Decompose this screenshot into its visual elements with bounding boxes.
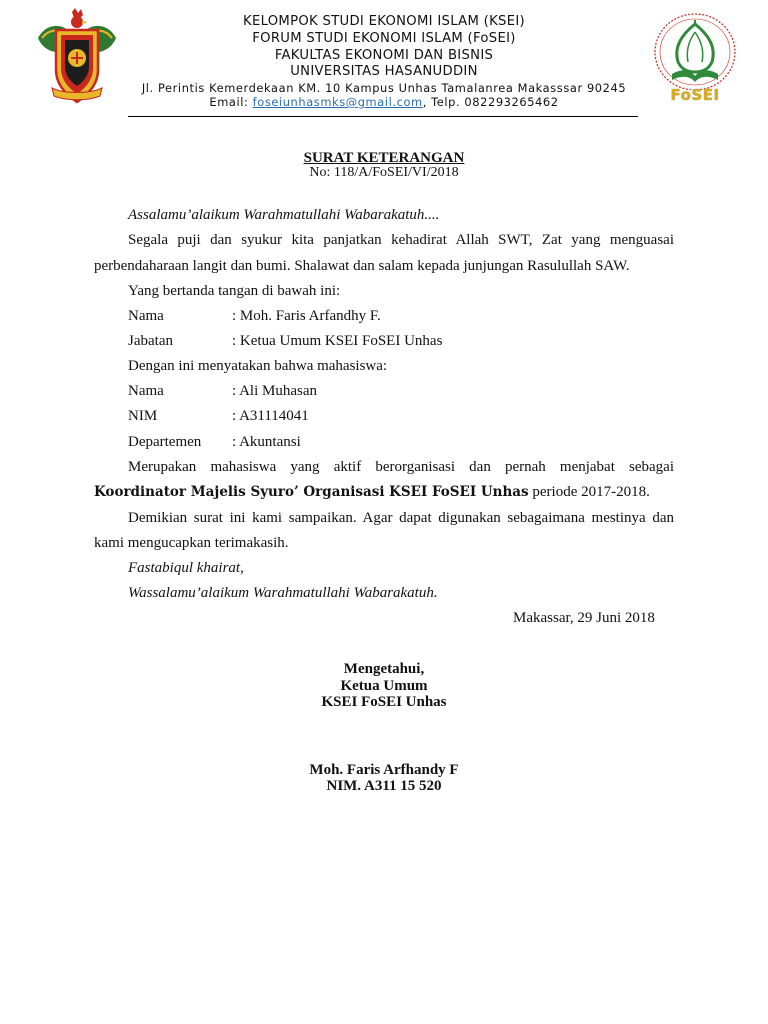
phone-text: , Telp. 082293265462 — [422, 95, 559, 109]
sig-acknowledged: Mengetahui, — [343, 661, 425, 677]
sig-position: Ketua Umum — [340, 678, 428, 694]
student-intro: Dengan ini menyatakan bahwa mahasiswa: — [128, 358, 388, 374]
closing-2: Wassalamu’alaikum Warahmatullahi Wabarakatuh. — [128, 585, 438, 601]
greeting: Assalamu’alaikum Warahmatullahi Wabarakatuh.... — [128, 207, 440, 223]
signer-position-value: : Ketua Umum KSEI FoSEI Unhas — [232, 333, 443, 349]
signer-name-label: Nama — [128, 308, 164, 324]
email-label: Email: — [209, 95, 253, 109]
para1-line1: Segala puji dan syukur kita panjatkan kehadirat Allah SWT, Zat yang menguasai — [128, 232, 674, 248]
letterhead-line2: FORUM STUDI EKONOMI ISLAM (FoSEI) — [252, 31, 516, 46]
para2-line1: Merupakan mahasiswa yang aktif berorganisasi dan pernah menjabat sebagai — [128, 459, 674, 475]
sig-org: KSEI FoSEI Unhas — [321, 694, 447, 710]
student-nim-value: : A31114041 — [232, 408, 309, 424]
signer-name-value: : Moh. Faris Arfandhy F. — [232, 308, 381, 324]
signer-position-label: Jabatan — [128, 333, 173, 349]
place-date: Makassar, 29 Juni 2018 — [513, 610, 655, 626]
student-dept-label: Departemen — [128, 434, 202, 450]
student-name-value: : Ali Muhasan — [232, 383, 317, 399]
letterhead-divider — [128, 116, 638, 117]
position-title: Koordinator Majelis Syuro’ Organisasi KSEI FoSEI Unhas — [94, 484, 529, 500]
sig-name: Moh. Faris Arfhandy F — [309, 762, 459, 778]
letterhead-line4: UNIVERSITAS HASANUDDIN — [290, 64, 478, 79]
para3-line2: kami mengucapkan terimakasih. — [94, 535, 289, 551]
letterhead-line3: FAKULTAS EKONOMI DAN BISNIS — [274, 48, 494, 63]
student-name-label: Nama — [128, 383, 164, 399]
para1-line2: perbendaharaan langit dan bumi. Shalawat dan salam kepada junjungan Rasulullah SAW. — [94, 258, 630, 274]
address-text: Jl. Perintis Kemerdekaan KM. 10 Kampus Unhas Tamalanrea Makasssar 90245 — [141, 81, 627, 95]
para3-line1: Demikian surat ini kami sampaikan. Agar dapat digunakan sebagaimana mestinya dan — [128, 510, 674, 526]
letterhead-line1: KELOMPOK STUDI EKONOMI ISLAM (KSEI) — [243, 14, 525, 29]
student-dept-value: : Akuntansi — [232, 434, 301, 450]
period-text: periode 2017-2018. — [528, 484, 650, 500]
signer-intro: Yang bertanda tangan di bawah ini: — [128, 283, 341, 299]
sig-nim: NIM. A311 15 520 — [326, 778, 442, 794]
letter-title: SURAT KETERANGAN — [303, 150, 465, 166]
fosei-logo-text: FoSEI — [670, 86, 720, 104]
letter-number: No: 118/A/FoSEI/VI/2018 — [309, 165, 459, 180]
dome-icon — [677, 24, 713, 72]
student-nim-label: NIM — [128, 408, 158, 424]
email-link[interactable]: foseiunhasmks@gmail.com — [252, 95, 423, 109]
closing-1: Fastabiqul khairat, — [128, 560, 244, 576]
para2-line2 — [94, 483, 650, 501]
